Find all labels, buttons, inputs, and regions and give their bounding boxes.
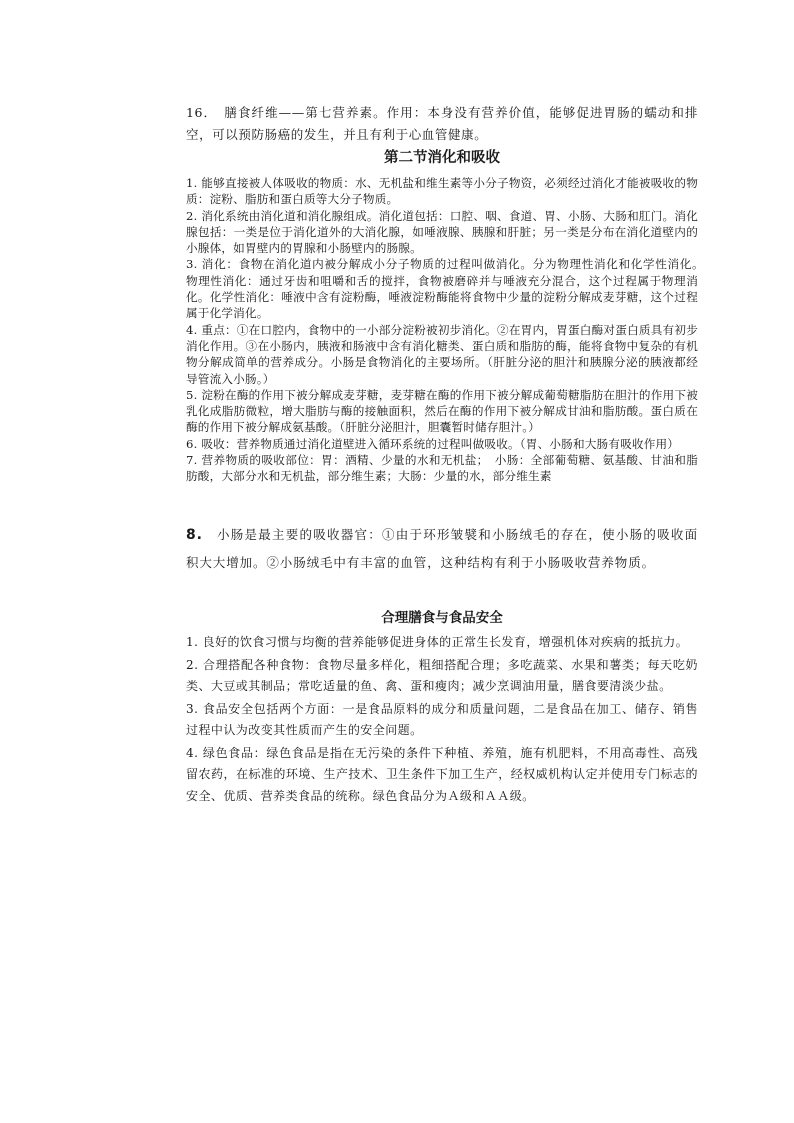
list-item: 7. 营养物质的吸收部位：胃：酒精、少量的水和无机盐； 小肠：全部葡萄糖、氨基酸、甘油和脂肪酸，大部分水和无机盐，部分维生素；大肠：少量的水，部分维生素	[186, 453, 698, 484]
paragraph-item-8	[186, 521, 698, 576]
section-diet-safety-list	[186, 632, 698, 808]
list-item: 3. 食品安全包括两个方面：一是食品原料的成分和质量问题，二是食品在加工、储存、销售过程中认为改变其性质而产生的安全问题。	[186, 701, 698, 737]
section-title-digestion: 第二节消化和吸收	[384, 150, 500, 166]
item-8-number: 8.	[186, 527, 203, 543]
list-item: 3. 消化：食物在消化道内被分解成小分子物质的过程叫做消化。分为物理性消化和化学性消化。 物理性消化：通过牙齿和咀嚼和舌的搅拌，食物被磨碎并与唾液充分混合，这个过程属于物理消化。化学性消化：唾液中含有淀粉酶，唾液淀粉酶能将食物中少量的淀粉分解成麦芽糖，这个过程属于化学消化。	[186, 257, 710, 321]
paragraph-item-16: 16． 膳食纤维——第七营养素。作用：本身没有营养价值，能够促进胃肠的蠕动和排空，可以预防肠癌的发生，并且有利于心血管健康。	[186, 105, 698, 142]
list-item: 2. 合理搭配各种食物：食物尽量多样化，粗细搭配合理；多吃蔬菜、水果和薯类；每天吃奶类、大豆或其制品；常吃适量的鱼、禽、蛋和瘦肉；减少烹调油用量，膳食要清淡少盐。	[186, 657, 698, 693]
list-item: 5. 淀粉在酶的作用下被分解成麦芽糖，麦芽糖在酶的作用下被分解成葡萄糖脂肪在胆汁的作用下被乳化成脂肪微粒，增大脂肪与酶的接触面积，然后在酶的作用下被分解成甘油和脂肪酸。蛋白质在酶的作用下被分解成氨基酸。（肝脏分泌胆汁，胆囊暂时储存胆汁。）	[186, 387, 698, 435]
list-item: 4. 重点：①在口腔内，食物中的一小部分淀粉被初步消化。②在胃内，胃蛋白酶对蛋白质具有初步消化作用。③在小肠内，胰液和肠液中含有消化糖类、蛋白质和脂肪的酶，能将食物中复杂的有机物分解成简单的营养成分。小肠是食物消化的主要场所。（肝脏分泌的胆汁和胰腺分泌的胰液都经导管流入小肠。）	[186, 322, 698, 386]
list-item: 2. 消化系统由消化道和消化腺组成。消化道包括：口腔、咽、食道、胃、小肠、大肠和肛门。消化腺包括：一类是位于消化道外的大消化腺，如唾液腺、胰腺和肝脏；另一类是分布在消化道壁内的小腺体，如胃壁内的胃腺和小肠壁内的肠腺。	[186, 208, 698, 256]
list-item: 6. 吸收：营养物质通过消化道壁进入循环系统的过程叫做吸收。（胃、小肠和大肠有吸收作用）	[186, 436, 680, 451]
list-item: 1. 良好的饮食习惯与均衡的营养能够促进身体的正常生长发育，增强机体对疾病的抵抗力。	[186, 635, 689, 649]
section-title-diet-safety: 合理膳食与食品安全	[381, 610, 503, 626]
item-8-text: 小肠是最主要的吸收器官：①由于环形皱襞和小肠绒毛的存在，使小肠的吸收面积大大增加。②小肠绒毛中有丰富的血管，这种结构有利于小肠吸收营养物质。	[186, 527, 698, 570]
list-item: 1. 能够直接被人体吸收的物质：水、无机盐和维生素等小分子物资，必须经过消化才能被吸收的物质：淀粉、脂肪和蛋白质等大分子物质。	[186, 176, 698, 207]
section-digestion-list	[186, 175, 710, 485]
list-item: 4. 绿色食品：绿色食品是指在无污染的条件下种植、养殖，施有机肥料，不用高毒性、高残留农药，在标准的环境、生产技术、卫生条件下加工生产，经权威机构认定并使用专门标志的安全、优质、营养类食品的统称。绿色食品分为Ａ级和ＡＡ级。	[186, 745, 698, 803]
